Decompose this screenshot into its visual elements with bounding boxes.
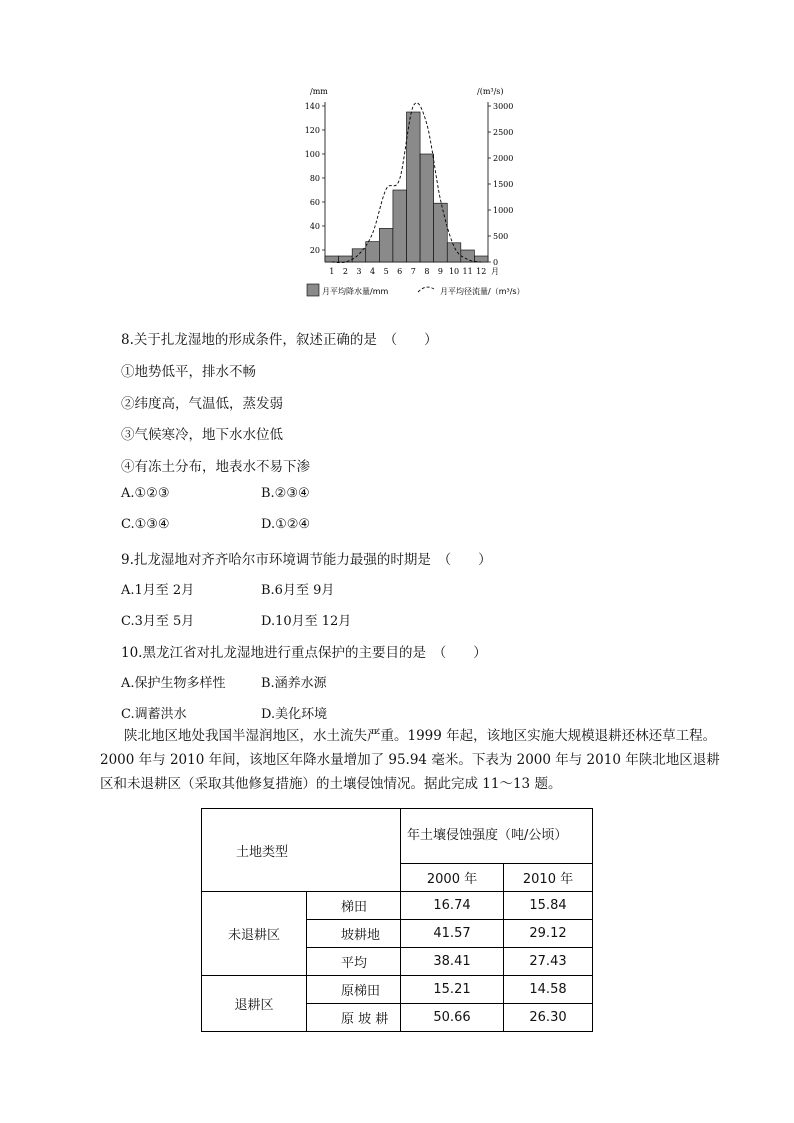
legend-line-label: 月平均径流量/（m³/s） [440,287,525,296]
right-tick-label: 1000 [493,206,514,215]
value-2000: 50.66 [401,1004,504,1032]
left-tick-label: 40 [309,222,320,231]
right-tick-label: 2000 [493,154,514,163]
precip-bar [379,228,393,262]
group-converted: 退耕区 [202,976,307,1032]
precip-bar [366,242,380,262]
q9-option-a[interactable]: A.1月至 2月 [121,583,195,598]
left-tick-label: 60 [309,198,320,207]
land-type-cell: 梯田 [307,892,401,920]
right-axis-unit: /(m³/s) [477,87,504,96]
value-2010: 14.58 [504,976,593,1004]
month-tick-label: 1 [329,267,335,276]
right-tick-label: 3000 [493,102,514,111]
value-2000: 38.41 [401,948,504,976]
header-land-type: 土地类型 [202,809,401,892]
month-tick-label: 5 [383,267,389,276]
month-tick-label: 8 [424,267,430,276]
value-2010: 29.12 [504,920,593,948]
right-tick-label: 2500 [493,128,514,137]
month-tick-label: 10 [448,267,460,276]
value-2000: 16.74 [401,892,504,920]
bar-series [325,112,488,262]
q8-item-1: ①地势低平，排水不畅 [121,364,256,380]
month-tick-label: 3 [356,267,362,276]
value-2010: 15.84 [504,892,593,920]
left-tick-label: 100 [304,150,320,159]
precip-bar [474,256,488,262]
chart-legend [307,284,525,296]
precip-bar [393,190,407,262]
precip-bar [461,250,475,262]
header-year-2000: 2000 年 [401,864,504,892]
precip-bar [420,154,434,262]
value-2010: 27.43 [504,948,593,976]
right-tick-label: 500 [493,232,509,241]
table-row [202,892,593,920]
soil-erosion-table [201,808,593,1032]
month-tick-label: 6 [397,267,403,276]
q10-option-d[interactable]: D.美化环境 [261,707,328,722]
value-2000: 41.57 [401,920,504,948]
land-type-cell: 平均 [307,948,401,976]
precip-bar [407,112,421,262]
q8-item-3: ③气候寒冷，地下水水位低 [121,427,283,443]
header-year-2010: 2010 年 [504,864,593,892]
month-tick-label: 9 [437,267,444,276]
value-2000: 15.21 [401,976,504,1004]
month-tick-label: 2 [342,267,348,276]
passage-text: 陕北地区地处我国半湿润地区，水土流失严重。1999 年起，该地区实施大规模退耕还林还草工程。2000 年与 2010 年间，该地区年降水量增加了 95.94 毫米。下表为 2000 年与 2010 年陕北地区退耕区和未退耕区（采取其他修复措施）的土壤侵蚀情况。据此完成 11～13 题。 [100,728,720,792]
q8-option-d[interactable]: D.①②④ [261,517,311,532]
right-tick-label: 1500 [493,180,514,189]
precip-bar [352,249,366,262]
legend-bar-swatch [307,284,319,296]
q10-stem: 10.黑龙江省对扎龙湿地进行重点保护的主要目的是 （ ） [121,645,487,661]
value-2010: 26.30 [504,1004,593,1032]
q10-option-c[interactable]: C.调蓄洪水 [121,707,187,722]
q10-option-b[interactable]: B.涵养水源 [261,676,327,691]
q10-option-a[interactable]: A.保护生物多样性 [121,676,226,691]
q8-option-b[interactable]: B.②③④ [261,486,310,501]
header-intensity: 年土壤侵蚀强度（吨/公顷） [401,809,593,864]
precip-bar [339,256,353,262]
legend-line-swatch [418,287,434,292]
precipitation-runoff-chart [300,84,540,304]
precip-bar [434,203,448,262]
q8-item-4: ④有冻土分布，地表水不易下渗 [121,459,310,475]
month-tick-label: 4 [369,267,376,276]
month-tick-label: 11 [462,267,473,276]
month-tick-label: 12 [476,267,487,276]
q9-option-b[interactable]: B.6月至 9月 [261,583,335,598]
q8-option-c[interactable]: C.①③④ [121,517,170,532]
land-type-cell: 原梯田 [307,976,401,1004]
left-tick-label: 80 [309,174,320,183]
table-row [202,976,593,1004]
left-tick-label: 20 [309,246,320,255]
legend-bar-label: 月平均降水量/mm [322,287,389,296]
month-tick-label: 7 [410,267,416,276]
q8-stem: 8.关于扎龙湿地的形成条件，叙述正确的是 （ ） [121,332,438,348]
left-axis-unit: /mm [310,87,328,96]
q9-stem: 9.扎龙湿地对齐齐哈尔市环境调节能力最强的时期是 （ ） [121,552,492,568]
left-tick-label: 140 [304,102,320,111]
x-axis-unit: 月 [491,267,499,276]
q9-option-c[interactable]: C.3月至 5月 [121,614,195,629]
passage [100,724,720,796]
group-not-converted: 未退耕区 [202,892,307,976]
right-tick-label: 0 [493,258,499,267]
left-tick-label: 120 [304,126,320,135]
q8-item-2: ②纬度高，气温低，蒸发弱 [121,396,283,412]
precip-bar [325,256,339,262]
q9-option-d[interactable]: D.10月至 12月 [261,614,352,629]
land-type-cell: 原 坡 耕 [307,1004,401,1032]
q8-option-a[interactable]: A.①②③ [121,486,170,501]
land-type-cell: 坡耕地 [307,920,401,948]
